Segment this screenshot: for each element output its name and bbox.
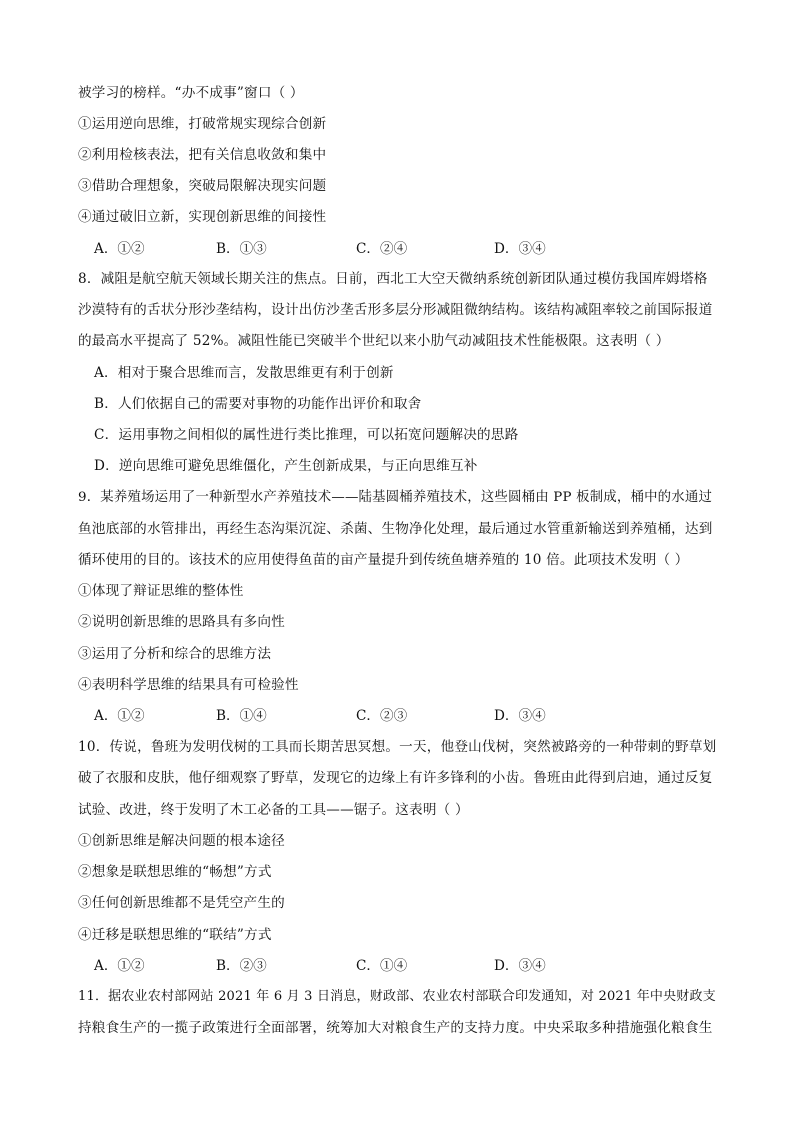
- q9-item-3: ③运用了分析和综合的思维方法: [78, 646, 272, 662]
- q9-option-c: C．②③: [356, 708, 408, 724]
- q9-item-1: ①体现了辩证思维的整体性: [78, 583, 244, 599]
- q7-option-d: D．③④: [494, 241, 546, 257]
- q8-choice-c: C．运用事物之间相似的属性进行类比推理，可以拓宽问题解决的思路: [94, 427, 519, 443]
- q8-stem-line-1: 8．减阻是航空航天领域长期关注的焦点。日前，西北工大空天微纳系统创新团队通过模仿我国库姆塔格: [78, 271, 708, 287]
- q10-options: [94, 956, 614, 976]
- q7-item-2: ②利用检核表法，把有关信息收敛和集中: [78, 147, 327, 163]
- q7-stem-tail: 被学习的榜样。“办不成事”窗口（ ）: [78, 85, 304, 101]
- q7-options: [94, 239, 614, 259]
- q10-option-c: C．①④: [356, 958, 408, 974]
- q10-item-1: ①创新思维是解决问题的根本途径: [78, 833, 285, 849]
- q9-option-b: B．①④: [216, 708, 267, 724]
- q8-choice-b: B．人们依据自己的需要对事物的功能作出评价和取舍: [94, 396, 422, 412]
- q8-stem-line-3: 的最高水平提高了 52%。减阻性能已突破半个世纪以来小肋气动减阻技术性能极限。这表明（ ）: [78, 333, 670, 349]
- q10-item-4: ④迁移是联想思维的“联结”方式: [78, 927, 272, 943]
- q7-option-c: C．②④: [356, 241, 408, 257]
- q8-choice-a: A．相对于聚合思维而言，发散思维更有利于创新: [94, 365, 394, 381]
- q7-item-3: ③借助合理想象，突破局限解决现实问题: [78, 178, 327, 194]
- q11-stem-line-2: 持粮食生产的一揽子政策进行全面部署，统筹加大对粮食生产的支持力度。中央采取多种措施强化粮食生: [78, 1020, 713, 1036]
- q10-option-a: A．①②: [94, 958, 145, 974]
- q9-item-4: ④表明科学思维的结果具有可检验性: [78, 677, 299, 693]
- q9-stem-line-3: 循环使用的目的。该技术的应用使得鱼苗的亩产量提升到传统鱼塘养殖的 10 倍。此项技术发明（ ）: [78, 552, 689, 568]
- q10-item-2: ②想象是联想思维的“畅想”方式: [78, 864, 272, 880]
- q9-options: [94, 706, 614, 726]
- q7-option-b: B．①③: [216, 241, 267, 257]
- q10-option-b: B．②③: [216, 958, 267, 974]
- q10-stem-line-2: 破了衣服和皮肤，他仔细观察了野草，发现它的边缘上有许多锋利的小齿。鲁班由此得到启迪，通过反复: [78, 770, 713, 786]
- q9-stem-line-1: 9．某养殖场运用了一种新型水产养殖技术——陆基圆桶养殖技术，这些圆桶由 PP 板制成，桶中的水通过: [78, 490, 713, 505]
- q9-option-a: A．①②: [94, 708, 145, 724]
- q11-stem-line-1: 11．据农业农村部网站 2021 年 6 月 3 日消息，财政部、农业农村部联合印发通知，对 2021 年中央财政支: [78, 989, 716, 1004]
- q7-option-a: A．①②: [94, 241, 145, 257]
- q7-item-4: ④通过破旧立新，实现创新思维的间接性: [78, 209, 327, 225]
- q10-stem-line-1: 10．传说，鲁班为发明伐树的工具而长期苦思冥想。一天，他登山伐树，突然被路旁的一种带刺的野草划: [78, 739, 717, 755]
- q10-stem-line-3: 试验、改进，终于发明了木工必备的工具——锯子。这表明（ ）: [78, 802, 469, 818]
- q10-item-3: ③任何创新思维都不是凭空产生的: [78, 895, 285, 911]
- q8-stem-line-2: 沙漠特有的舌状分形沙垄结构，设计出仿沙垄舌形多层分形减阻微纳结构。该结构减阻率较之前国际报道: [78, 302, 713, 318]
- q8-choice-d: D．逆向思维可避免思维僵化，产生创新成果，与正向思维互补: [94, 458, 478, 474]
- q9-stem-line-2: 鱼池底部的水管排出，再经生态沟渠沉淀、杀菌、生物净化处理，最后通过水管重新输送到养殖桶，达到: [78, 521, 713, 537]
- q9-option-d: D．③④: [494, 708, 546, 724]
- q9-item-2: ②说明创新思维的思路具有多向性: [78, 614, 285, 630]
- q10-option-d: D．③④: [494, 958, 546, 974]
- q7-item-1: ①运用逆向思维，打破常规实现综合创新: [78, 116, 327, 132]
